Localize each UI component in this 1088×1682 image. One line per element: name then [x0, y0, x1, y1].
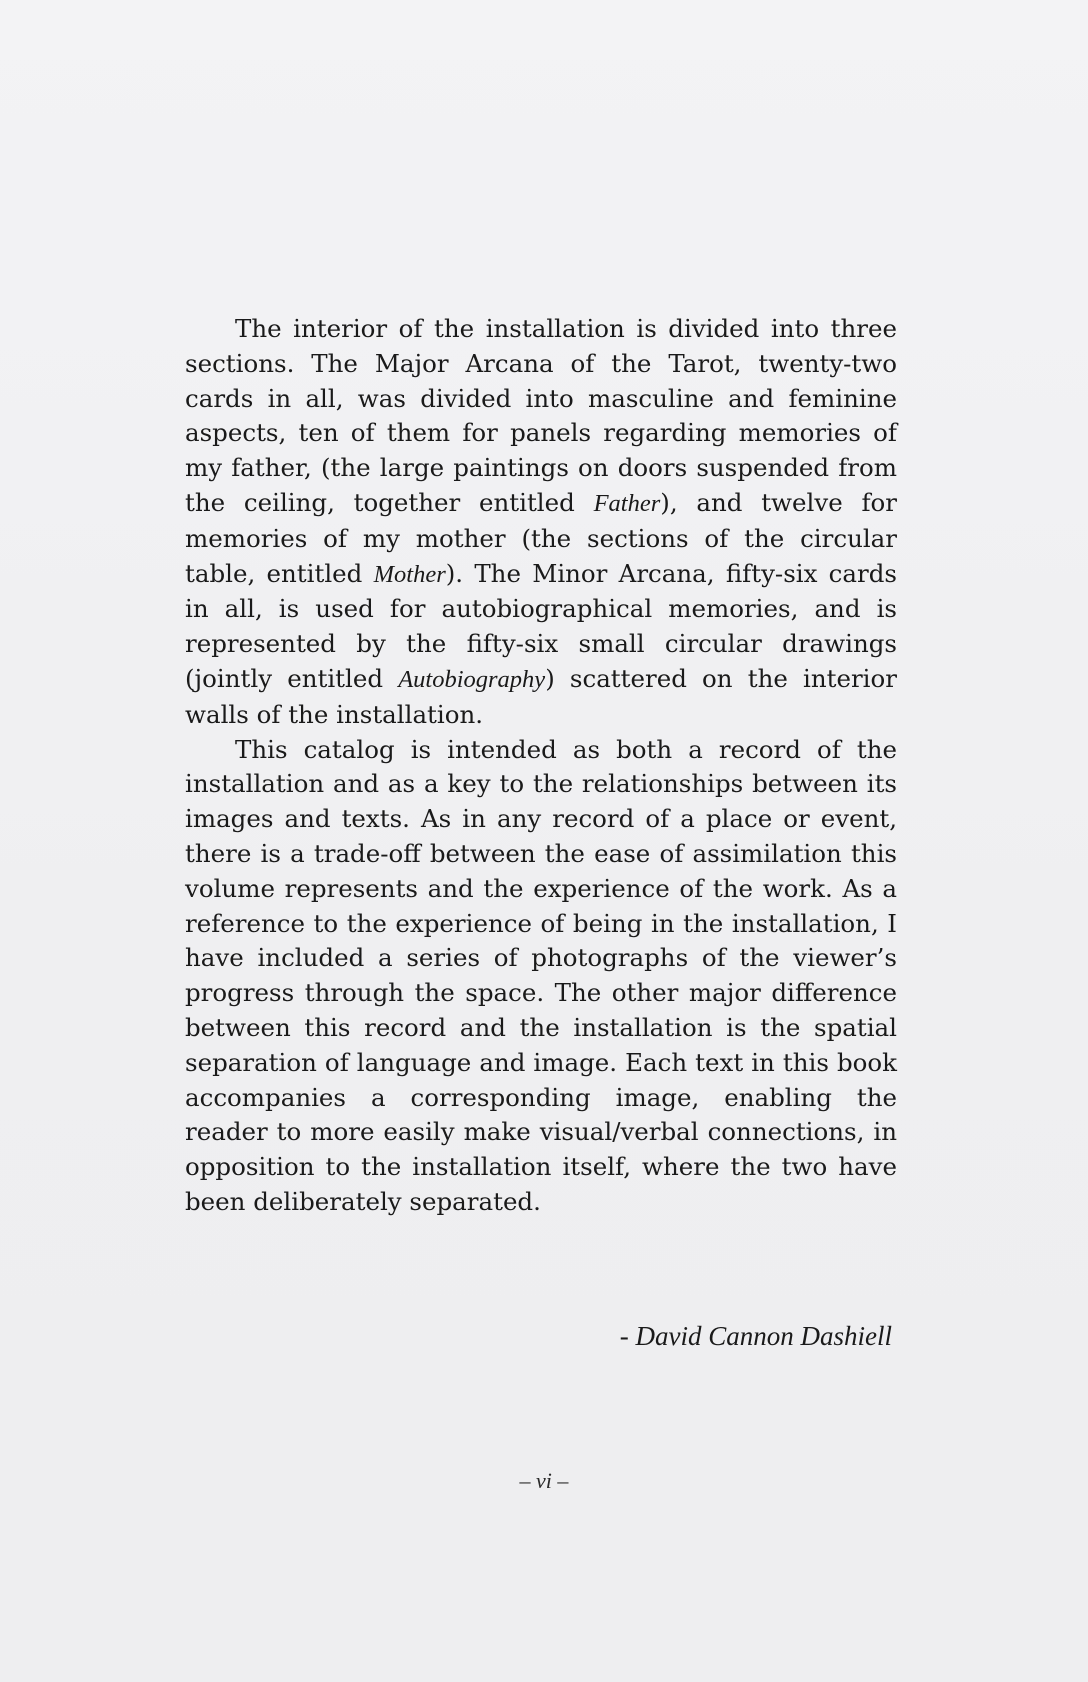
paragraph-1 [185, 312, 897, 733]
paragraph-1-text-a: The interior of the installation is divided into three sections. The Major Arcana of the Tarot, twenty-two cards in all, was divided into masculine and feminine aspects, ten of them for panels regarding memories of my father, (the large paintings on doors suspended from the ceiling, together entitled [185, 314, 897, 517]
work-title-mother: Mother [373, 560, 446, 588]
author-signature: - David Cannon Dashiell [619, 1321, 892, 1351]
page-number: – vi – [519, 1468, 569, 1493]
work-title-autobiography: Autobiography [398, 665, 546, 693]
paragraph-2: This catalog is intended as both a record of the installation and as a key to the relationships between its images and texts. As in any record of a place or event, there is a trade-off between the ease of assimilation this volume represents and the experience of the work. As a reference to the experience of being in the installation, I have included a series of photographs of the viewer’s progress through the space. The other major difference between this record and the installation is the spatial separation of language and image. Each text in this book accompanies a corresponding image, enabling the reader to more easily make visual/verbal connections, in opposition to the installation itself, where the two have been deliberately separated. [185, 734, 897, 1216]
paragraph-1-text-c: ). The Minor Arcana, fifty-six cards in all, is used for autobiographical memories, and is represented by the fifty-six small circular drawings (jointly entitled [185, 558, 897, 693]
paragraph-1-text-b: ), and twelve for memories of my mother (the sections of the circular table, entitled [185, 487, 897, 588]
body-text [185, 312, 897, 1220]
work-title-father: Father [593, 489, 661, 517]
paragraph-1-text-d: ) scattered on the interior walls of the installation. [185, 663, 897, 729]
